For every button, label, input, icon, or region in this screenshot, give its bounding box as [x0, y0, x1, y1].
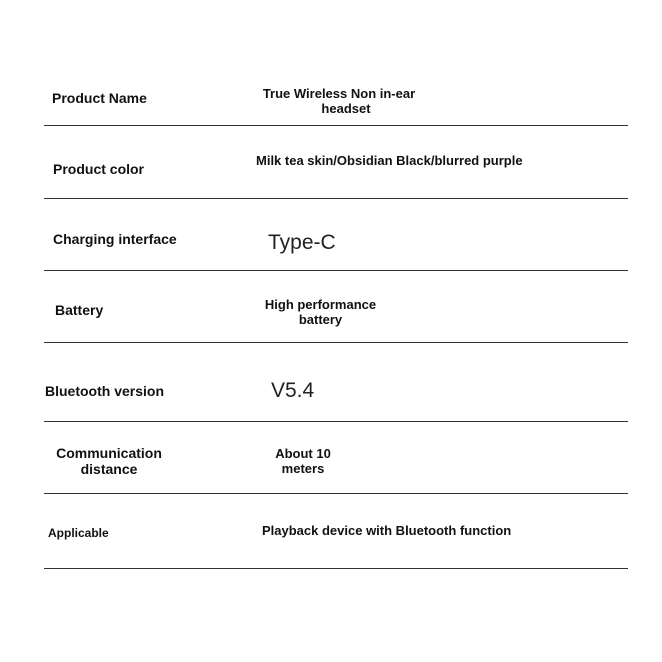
bluetooth-version-label: Bluetooth version [45, 383, 165, 399]
communication-distance-value-line1: About 10 [275, 446, 331, 461]
communication-distance-value-line2: meters [281, 461, 325, 476]
product-name-label: Product Name [52, 90, 147, 106]
applicable-label: Applicable [48, 526, 109, 540]
communication-distance-label-line1: Communication [56, 445, 162, 461]
row-divider [44, 270, 628, 271]
row-divider [44, 125, 628, 126]
product-name-value-line2: headset [321, 101, 371, 116]
applicable-value: Playback device with Bluetooth function [262, 523, 512, 538]
product-color-value: Milk tea skin/Obsidian Black/blurred purple [256, 153, 523, 168]
charging-interface-value: Type-C [268, 231, 336, 254]
communication-distance-label-line2: distance [80, 461, 138, 477]
battery-label: Battery [55, 302, 104, 318]
row-divider [44, 493, 628, 494]
communication-distance-value [272, 446, 334, 476]
row-divider [44, 421, 628, 422]
battery-value-line1: High performance [264, 297, 377, 312]
product-name-value [250, 86, 428, 116]
row-divider [44, 568, 628, 569]
battery-value [263, 297, 378, 327]
battery-value-line2: battery [298, 312, 343, 327]
product-name-value-line1: True Wireless Non in-ear [262, 86, 416, 101]
product-color-label: Product color [53, 161, 145, 177]
charging-interface-label: Charging interface [53, 231, 177, 247]
row-divider [44, 198, 628, 199]
row-divider [44, 342, 628, 343]
bluetooth-version-value: V5.4 [271, 379, 315, 402]
communication-distance-label [54, 445, 164, 477]
